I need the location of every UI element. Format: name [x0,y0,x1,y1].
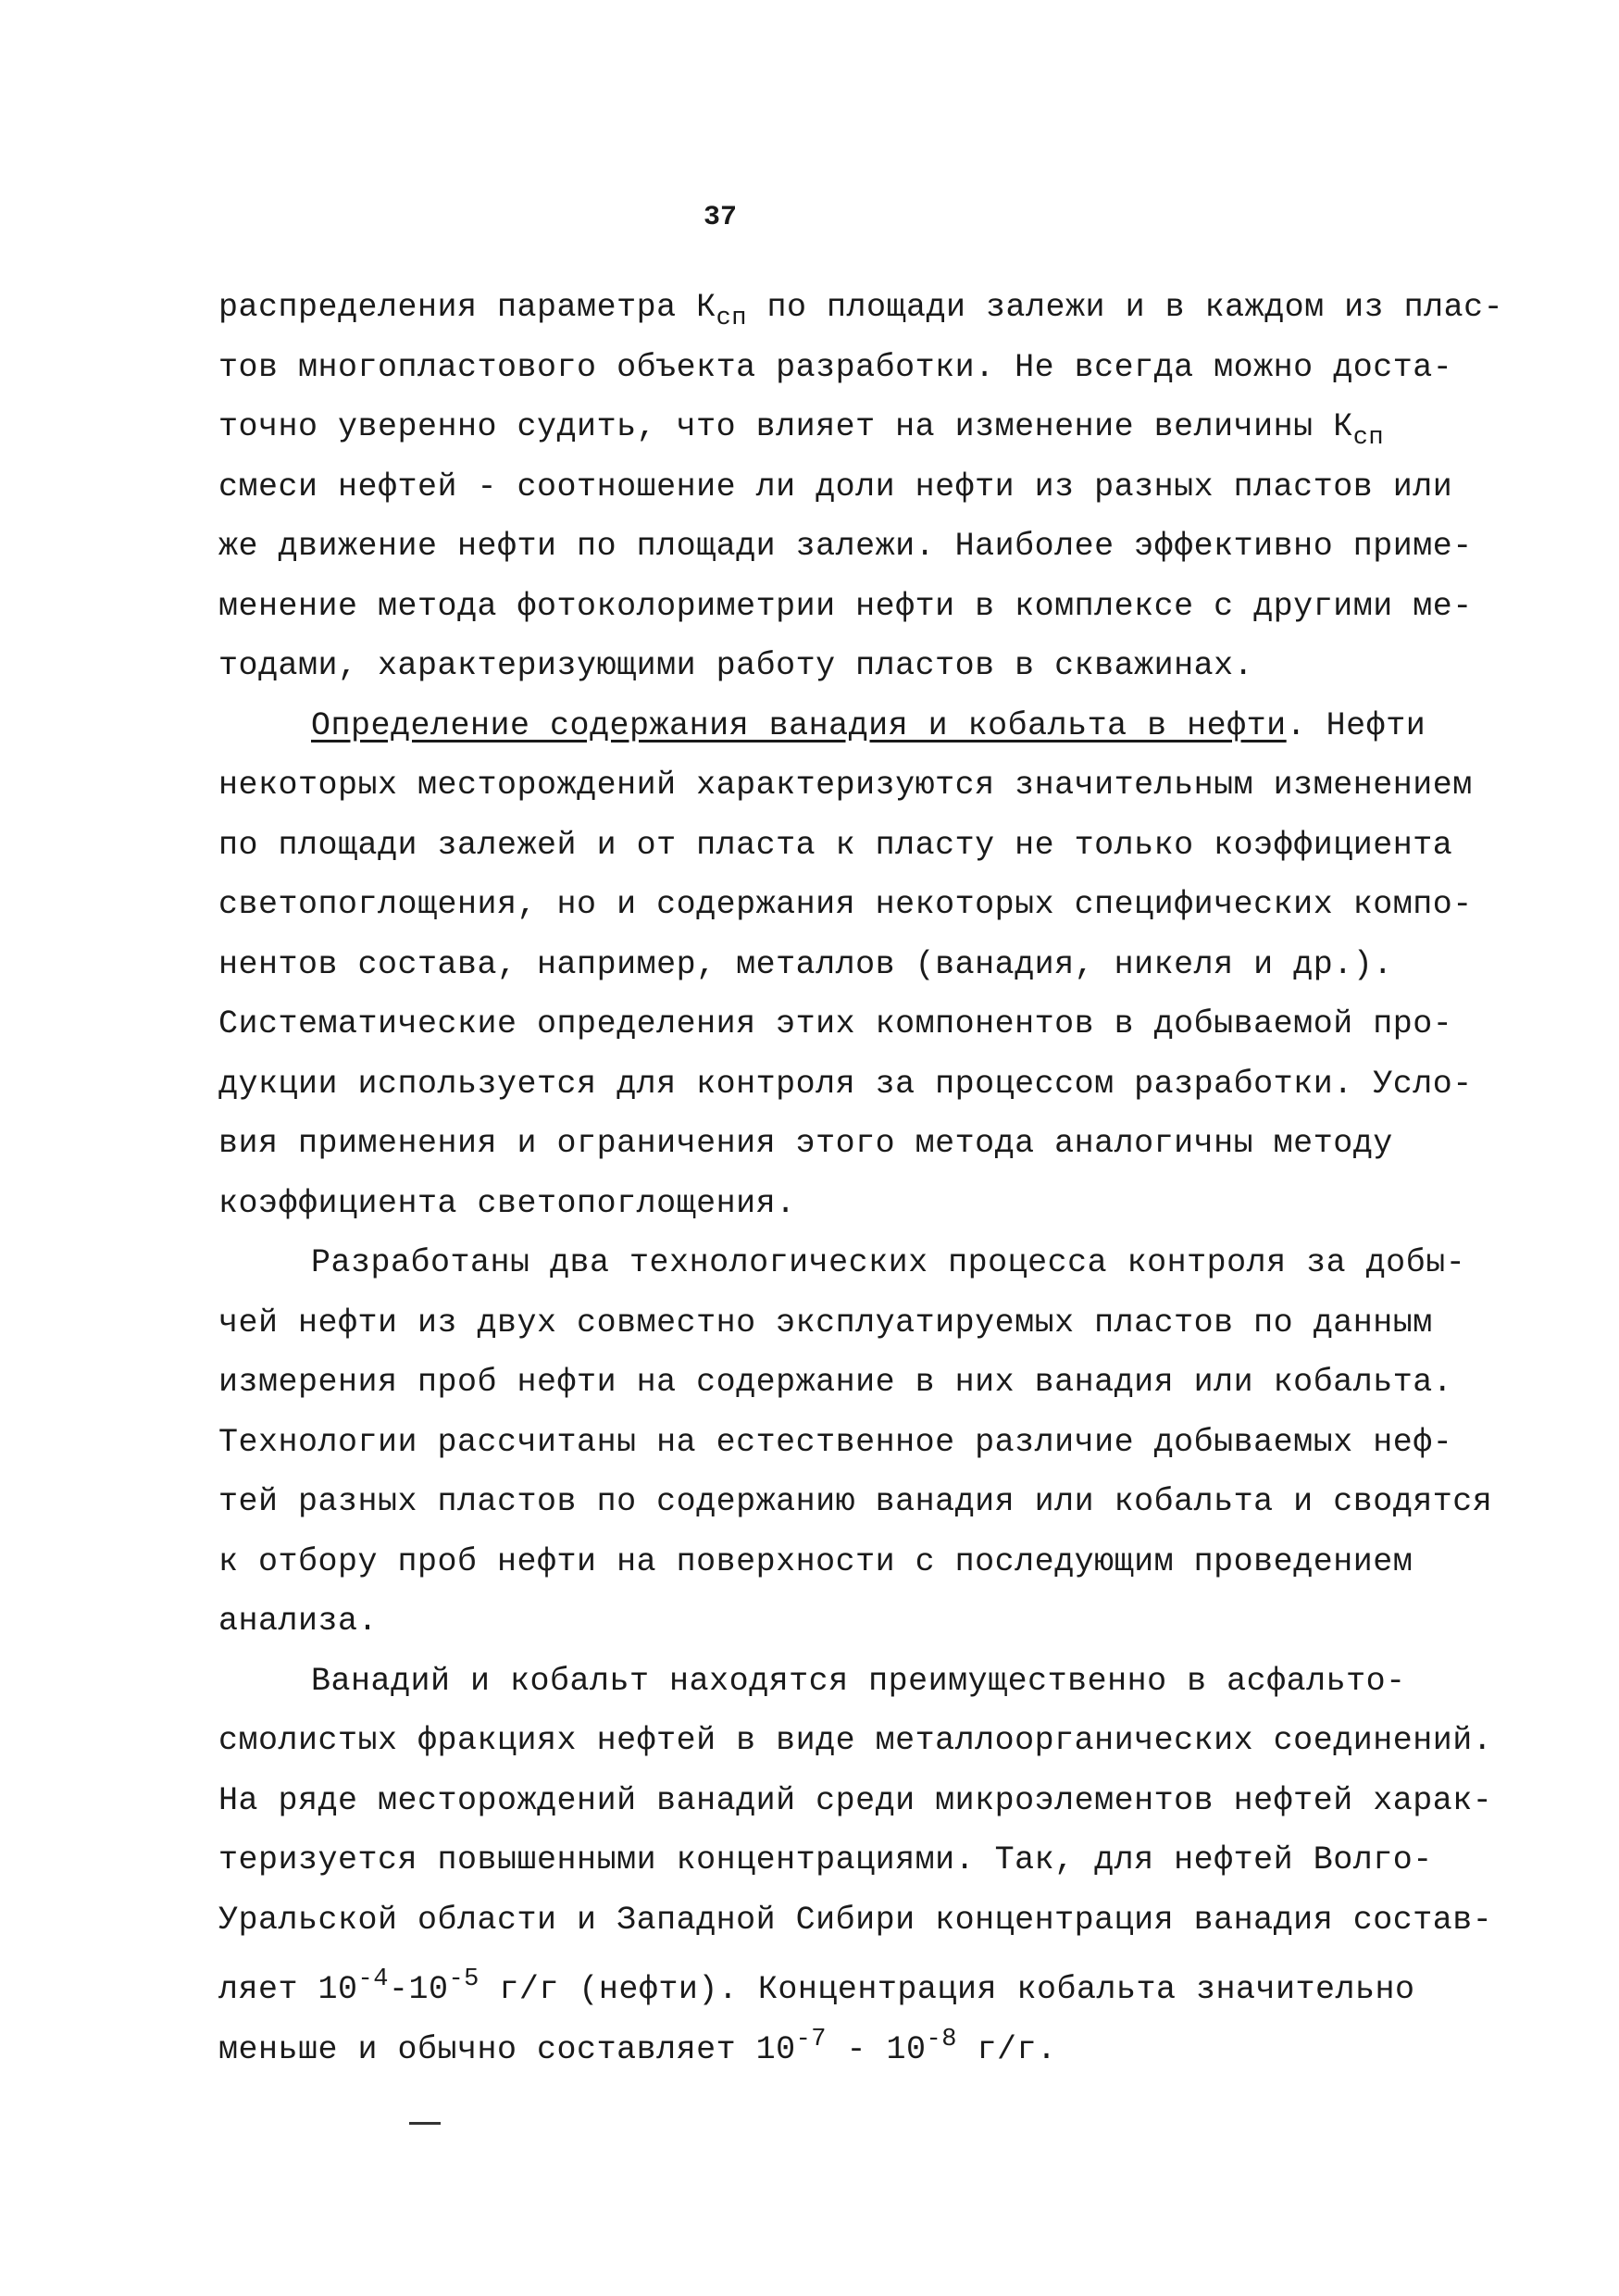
text-line: тов многопластового объекта разработки. Не всегда можно доста- [218,348,1453,386]
text-line: дукции используется для контроля за процессом разработки. Усло- [218,1065,1473,1103]
text-line: распределения параметра $К_{сп}$ по площади залежи и в каждом из плас- [218,289,1504,332]
text-line: измерения проб нефти на содержание в них ванадия или кобальта. [218,1364,1453,1401]
stray-dash-mark [409,2122,441,2125]
text-line: светопоглощения, но и содержания некоторых специфических компо- [218,886,1473,923]
page-number: 37 [704,202,738,233]
text-line: точно уверенно судить, что влияет на изменение величины $К_{сп}$ [218,408,1385,452]
body-text [218,278,1504,2069]
text-line: ляет $10^{-4}-10^{-5}$ г/г (нефти). Концентрация кобальта значительно [218,1965,1415,2008]
text-line: чей нефти из двух совместно эксплуатируемых пластов по данным [218,1304,1433,1341]
section-heading: Определение содержания ванадия и кобальта в нефти [311,706,1287,744]
text-line: тей разных пластов по содержанию ванадия или кобальта и сводятся [218,1483,1493,1520]
text-line: Технологии рассчитаны на естественное различие добываемых неф- [218,1423,1453,1461]
text-line: Разработаны два технологических процесса контроля за добы- [311,1244,1466,1281]
text-line: теризуется повышенными концентрациями. Так, для нефтей Волго- [218,1841,1433,1878]
text-line: тодами, характеризующими работу пластов в скважинах. [218,647,1254,684]
text-line: Систематические определения этих компонентов в добываемой про- [218,1005,1453,1042]
text-line: анализа. [218,1603,379,1640]
text-line: же движение нефти по площади залежи. Наиболее эффективно приме- [218,528,1473,565]
text-line: коэффициента светопоглощения. [218,1184,796,1222]
text-line: нентов состава, например, металлов (ванадия, никеля и др.). [218,945,1393,983]
text-line: по площади залежей и от пласта к пласту не только коэффициента [218,826,1453,864]
text-line: к отбору проб нефти на поверхности с последующим проведением [218,1542,1414,1580]
text-line: некоторых месторождений характеризуются значительным изменением [218,767,1473,804]
text-line: Ванадий и кобальт находятся преимущественно в асфальто- [311,1662,1406,1700]
text-line: меньше и обычно составляет $10^{-7} - 10^{-8}$ г/г. [218,2025,1057,2068]
text-line: смеси нефтей - соотношение ли доли нефти из разных пластов или [218,468,1453,505]
text-line: На ряде месторождений ванадий среди микроэлементов нефтей харак- [218,1781,1493,1819]
text-line: смолистых фракциях нефтей в виде металлоорганических соединений. [218,1722,1493,1759]
text-line: Уральской области и Западной Сибири концентрация ванадия состав- [218,1901,1493,1939]
text-line: вия применения и ограничения этого метода аналогичны методу [218,1125,1393,1162]
text-line: менение метода фотоколориметрии нефти в комплексе с другими ме- [218,587,1473,625]
text-line: Определение содержания ванадия и кобальта в нефти. Нефти [311,706,1426,744]
